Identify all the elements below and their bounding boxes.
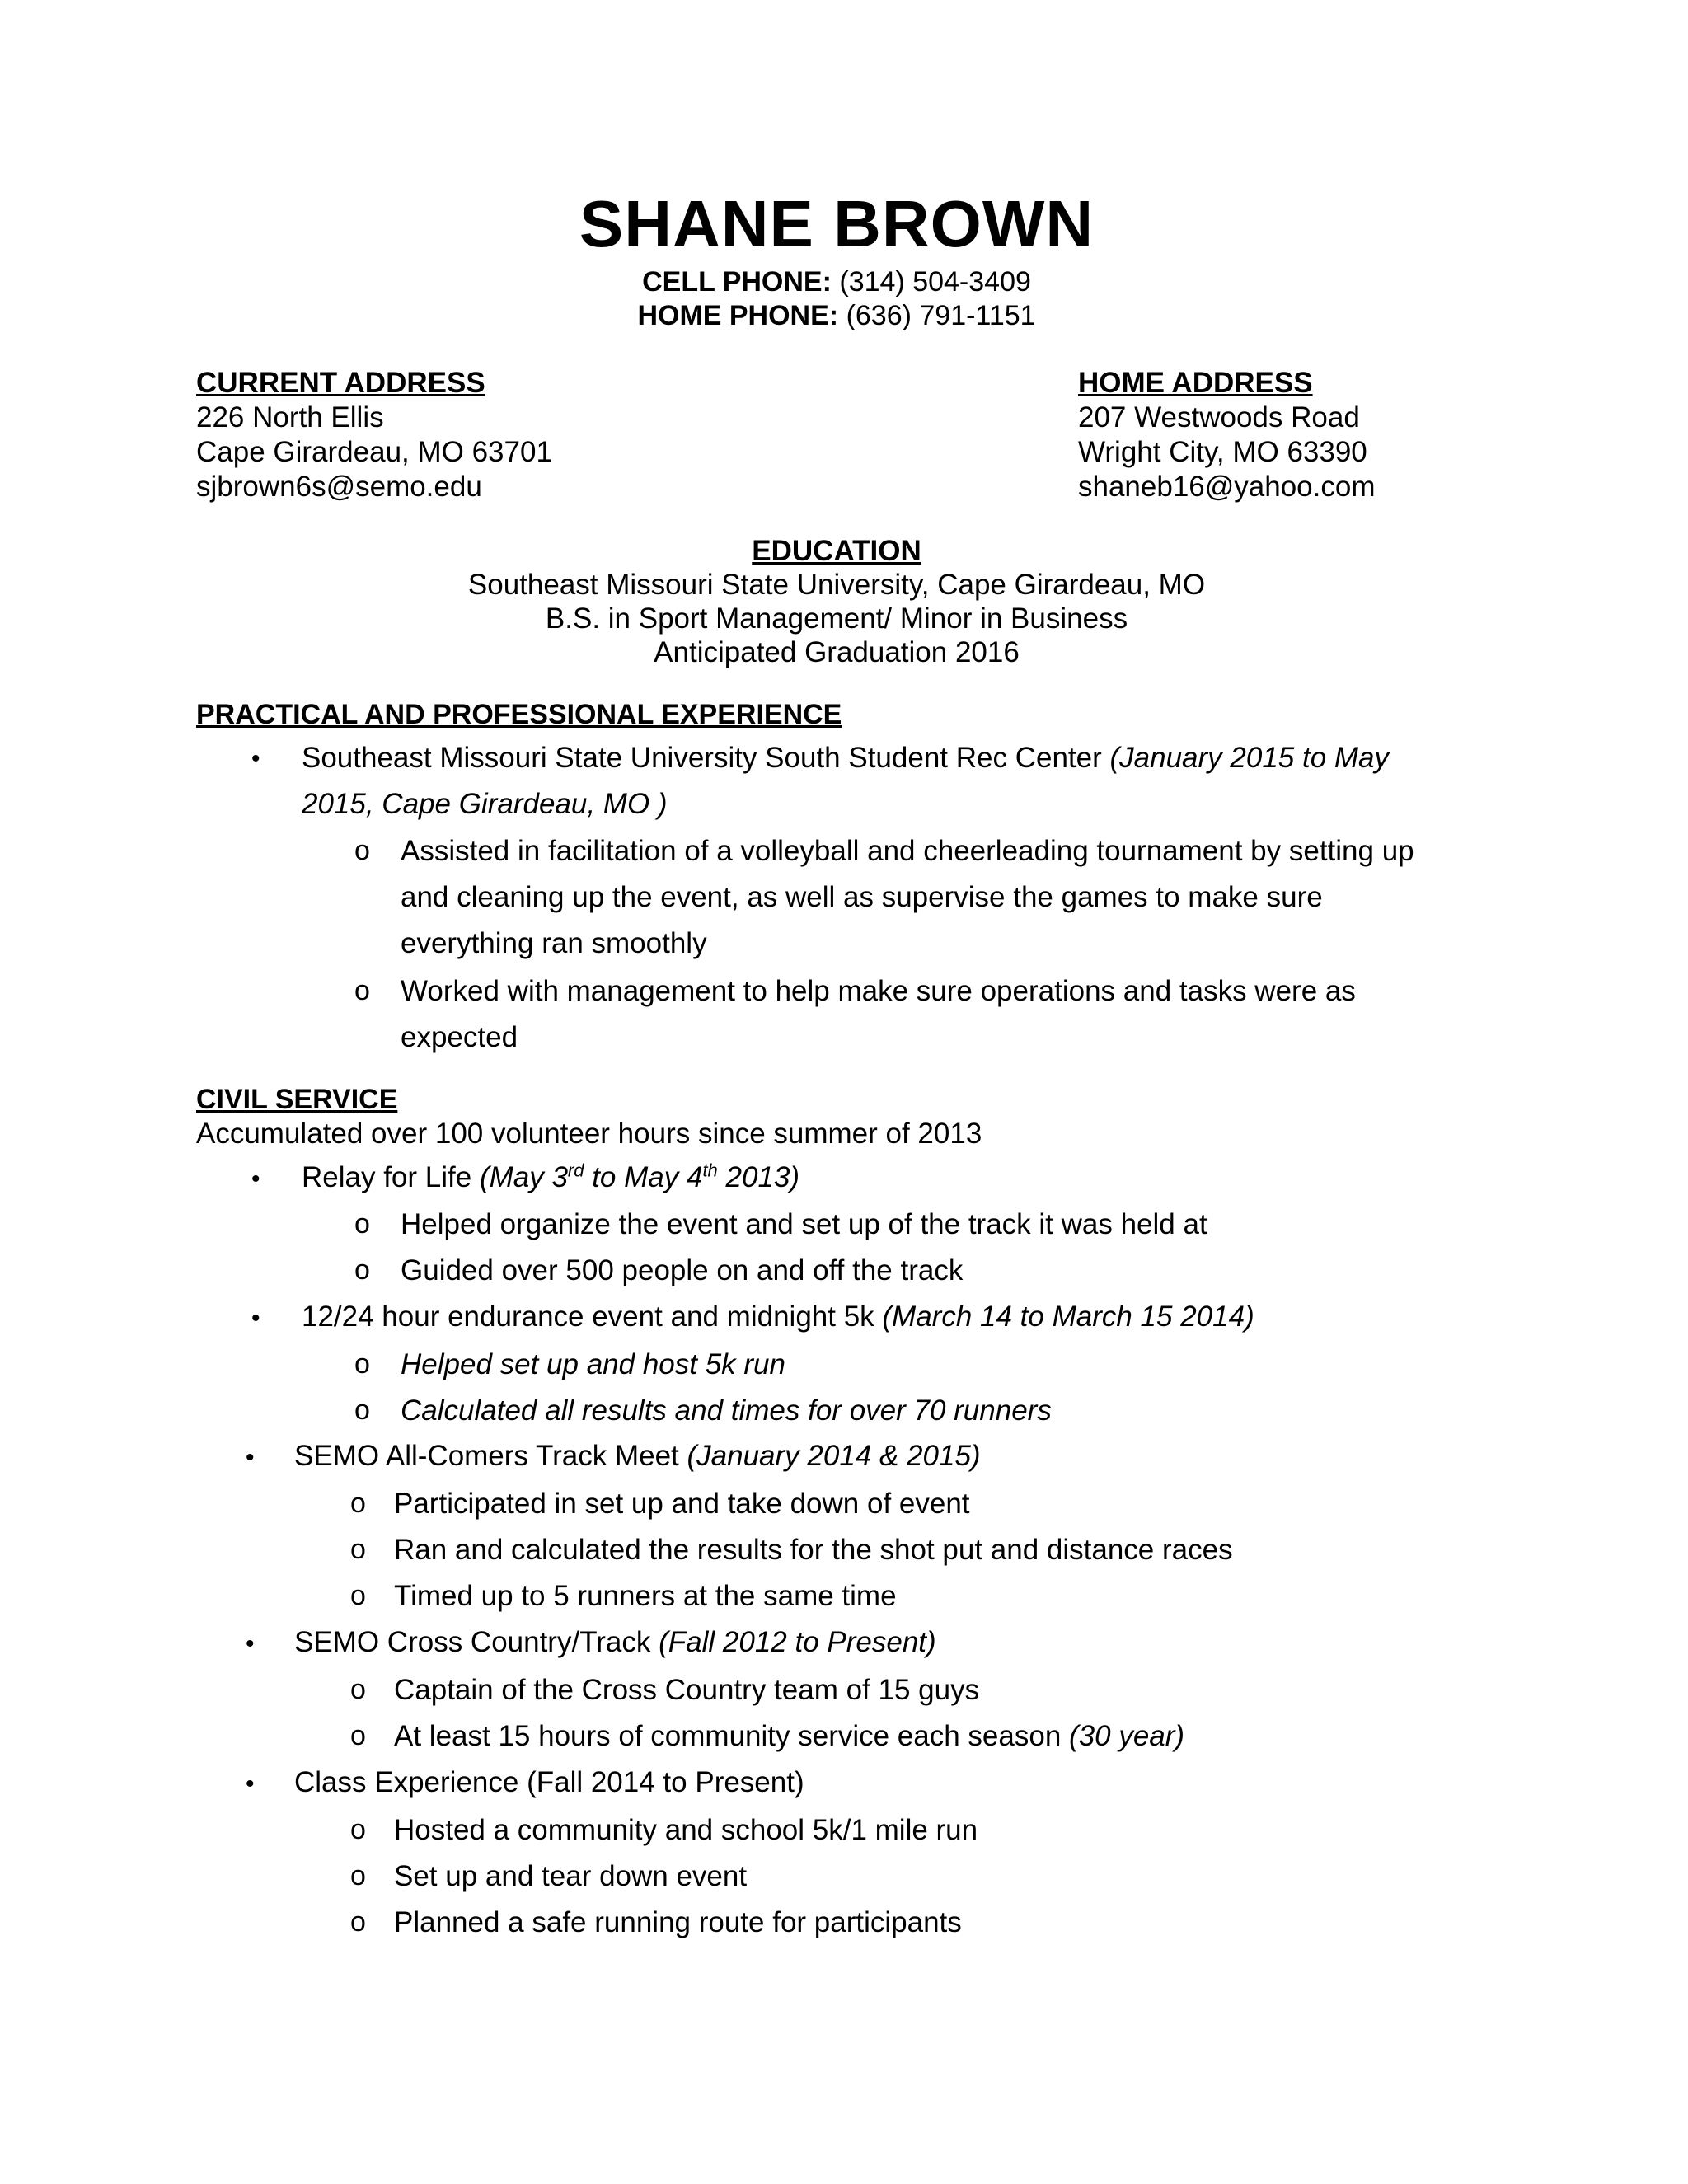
circle-bullet-icon: o (354, 1348, 370, 1380)
cell-phone-value: (314) 504-3409 (839, 266, 1031, 298)
xc-date: (Fall 2012 to Present) (659, 1626, 936, 1658)
class-sub-3: Planned a safe running route for participants (394, 1906, 962, 1938)
experience-item-date-cont: 2015, Cape Girardeau, MO ) (302, 788, 668, 820)
experience-heading: PRACTICAL AND PROFESSIONAL EXPERIENCE (196, 699, 842, 730)
home-address-heading: HOME ADDRESS (1078, 367, 1313, 399)
circle-bullet-icon: o (354, 1208, 370, 1240)
current-address-email: sjbrown6s@semo.edu (196, 471, 482, 503)
class-sub-2: Set up and tear down event (394, 1860, 748, 1892)
track-date: (January 2014 & 2015) (687, 1440, 981, 1472)
civil-service-intro: Accumulated over 100 volunteer hours since summer of 2013 (196, 1118, 982, 1150)
current-address-block (196, 366, 552, 504)
education-degree: B.S. in Sport Management/ Minor in Business (545, 602, 1128, 635)
home-address-street: 207 Westwoods Road (1078, 401, 1360, 434)
relay-sub-1: Helped organize the event and set up of the track it was held at (401, 1208, 1207, 1240)
class-title: Class Experience (Fall 2014 to Present) (294, 1766, 804, 1798)
candidate-name: SHANE BROWN (579, 187, 1095, 260)
current-address-city: Cape Girardeau, MO 63701 (196, 436, 552, 468)
endurance-sub-1: Helped set up and host 5k run (401, 1348, 785, 1380)
xc-title: SEMO Cross Country/Track (294, 1626, 651, 1658)
education-graduation: Anticipated Graduation 2016 (654, 636, 1020, 668)
home-phone (0, 300, 1673, 332)
education-block (0, 534, 1673, 669)
xc-sub-2-text: At least 15 hours of community service each season (394, 1720, 1062, 1752)
circle-bullet-icon: o (350, 1814, 366, 1845)
track-sub-3: Timed up to 5 runners at the same time (394, 1580, 897, 1612)
class-sub-1: Hosted a community and school 5k/1 mile run (394, 1814, 978, 1846)
endurance-date: (March 14 to March 15 2014) (882, 1301, 1254, 1333)
home-phone-value: (636) 791-1151 (846, 300, 1036, 331)
circle-bullet-icon: o (350, 1534, 366, 1565)
xc-title-line (294, 1626, 936, 1659)
endurance-sub-2: Calculated all results and times for over 70 runners (401, 1394, 1052, 1427)
circle-bullet-icon: o (354, 1254, 370, 1286)
home-address-city: Wright City, MO 63390 (1078, 436, 1367, 468)
bullet-icon: • (251, 1165, 260, 1193)
track-title: SEMO All-Comers Track Meet (294, 1440, 679, 1472)
education-heading: EDUCATION (752, 535, 921, 567)
relay-date: (May 3rd to May 4th 2013) (479, 1160, 800, 1193)
home-phone-label: HOME PHONE: (637, 300, 839, 331)
cell-phone-label: CELL PHONE: (642, 266, 832, 298)
track-sub-1: Participated in set up and take down of event (394, 1488, 970, 1520)
home-address-block (1078, 366, 1376, 504)
xc-sub-1: Captain of the Cross Country team of 15 guys (394, 1674, 980, 1706)
experience-sub-2b: expected (401, 1021, 518, 1053)
circle-bullet-icon: o (350, 1860, 366, 1891)
experience-item-title: Southeast Missouri State University South Student Rec Center (302, 742, 1102, 774)
endurance-title-line (302, 1301, 1254, 1333)
relay-sub-2: Guided over 500 people on and off the track (401, 1254, 964, 1286)
cell-phone (0, 266, 1673, 298)
xc-sub-2-italic: (30 year) (1069, 1720, 1185, 1752)
bullet-icon: • (246, 1444, 255, 1471)
relay-title-line (302, 1161, 799, 1194)
bullet-icon: • (246, 1630, 255, 1657)
experience-sub-1b: and cleaning up the event, as well as supervise the games to make sure (401, 881, 1323, 913)
home-address-email: shaneb16@yahoo.com (1078, 471, 1376, 503)
circle-bullet-icon: o (350, 1674, 366, 1705)
experience-sub-2a: Worked with management to help make sure operations and tasks were as (401, 975, 1356, 1007)
circle-bullet-icon: o (354, 1394, 370, 1426)
endurance-title: 12/24 hour endurance event and midnight 5k (302, 1301, 874, 1333)
track-sub-2: Ran and calculated the results for the shot put and distance races (394, 1534, 1233, 1566)
track-title-line (294, 1440, 981, 1473)
circle-bullet-icon: o (350, 1580, 366, 1611)
experience-sub-1a: Assisted in facilitation of a volleyball and cheerleading tournament by setting up (401, 835, 1414, 867)
current-address-street: 226 North Ellis (196, 401, 384, 434)
circle-bullet-icon: o (350, 1720, 366, 1751)
experience-item-line-2 (302, 788, 668, 821)
civil-service-heading: CIVIL SERVICE (196, 1084, 398, 1115)
bullet-icon: • (251, 745, 260, 772)
circle-bullet-icon: o (350, 1488, 366, 1519)
experience-item-line-1 (302, 742, 1389, 775)
xc-sub-2 (394, 1720, 1184, 1753)
circle-bullet-icon: o (350, 1906, 366, 1938)
circle-bullet-icon: o (354, 975, 370, 1006)
bullet-icon: • (246, 1770, 255, 1797)
experience-sub-1c: everything ran smoothly (401, 927, 707, 959)
bullet-icon: • (251, 1305, 260, 1332)
relay-title: Relay for Life (302, 1161, 472, 1193)
current-address-heading: CURRENT ADDRESS (196, 367, 485, 399)
education-school: Southeast Missouri State University, Cape Girardeau, MO (467, 569, 1206, 601)
experience-item-date: (January 2015 to May (1109, 742, 1390, 774)
circle-bullet-icon: o (354, 835, 370, 866)
